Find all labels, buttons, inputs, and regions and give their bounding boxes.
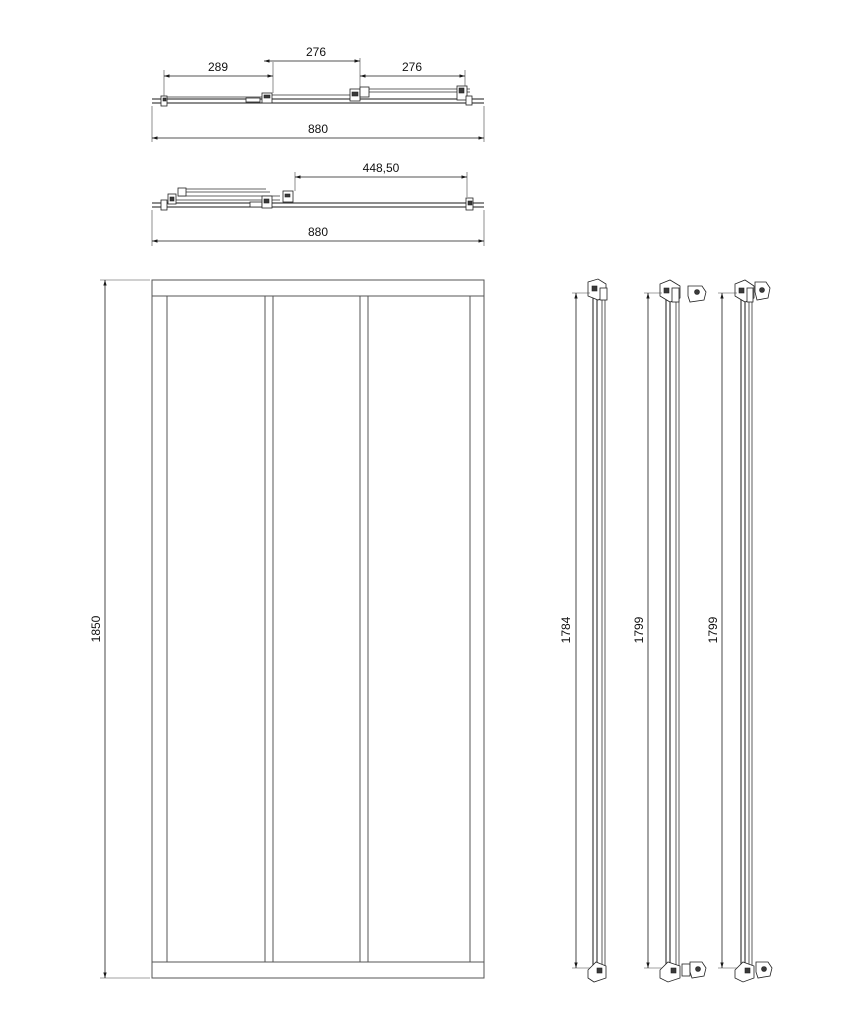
panel-section-2 — [632, 280, 706, 982]
dim-label-panel-height: 1799 — [706, 616, 720, 644]
panel-divider — [360, 296, 368, 962]
bottom-guide — [735, 962, 754, 982]
dim-label-right-gap: 276 — [401, 60, 423, 74]
dim-label-total-width: 880 — [307, 225, 329, 239]
dim-label-opening: 448,50 — [362, 161, 400, 175]
dim-label-panel-height: 1799 — [632, 616, 646, 644]
dim-label-left-gap: 289 — [207, 60, 229, 74]
top-view-closed — [152, 161, 484, 246]
dim-label-panel-height: 1784 — [559, 616, 573, 644]
outer-frame — [152, 280, 484, 978]
dim-label-total-height: 1850 — [89, 615, 103, 643]
top-view-open — [152, 45, 484, 142]
dim-label-middle-gap: 276 — [305, 45, 327, 59]
front-view — [89, 280, 484, 978]
panel-section-3 — [706, 280, 772, 982]
bottom-guide — [660, 962, 680, 982]
panel-divider — [265, 296, 273, 962]
panel-section-1 — [559, 279, 607, 982]
end-bracket-left — [161, 200, 167, 210]
dim-label-total-width: 880 — [307, 122, 329, 136]
